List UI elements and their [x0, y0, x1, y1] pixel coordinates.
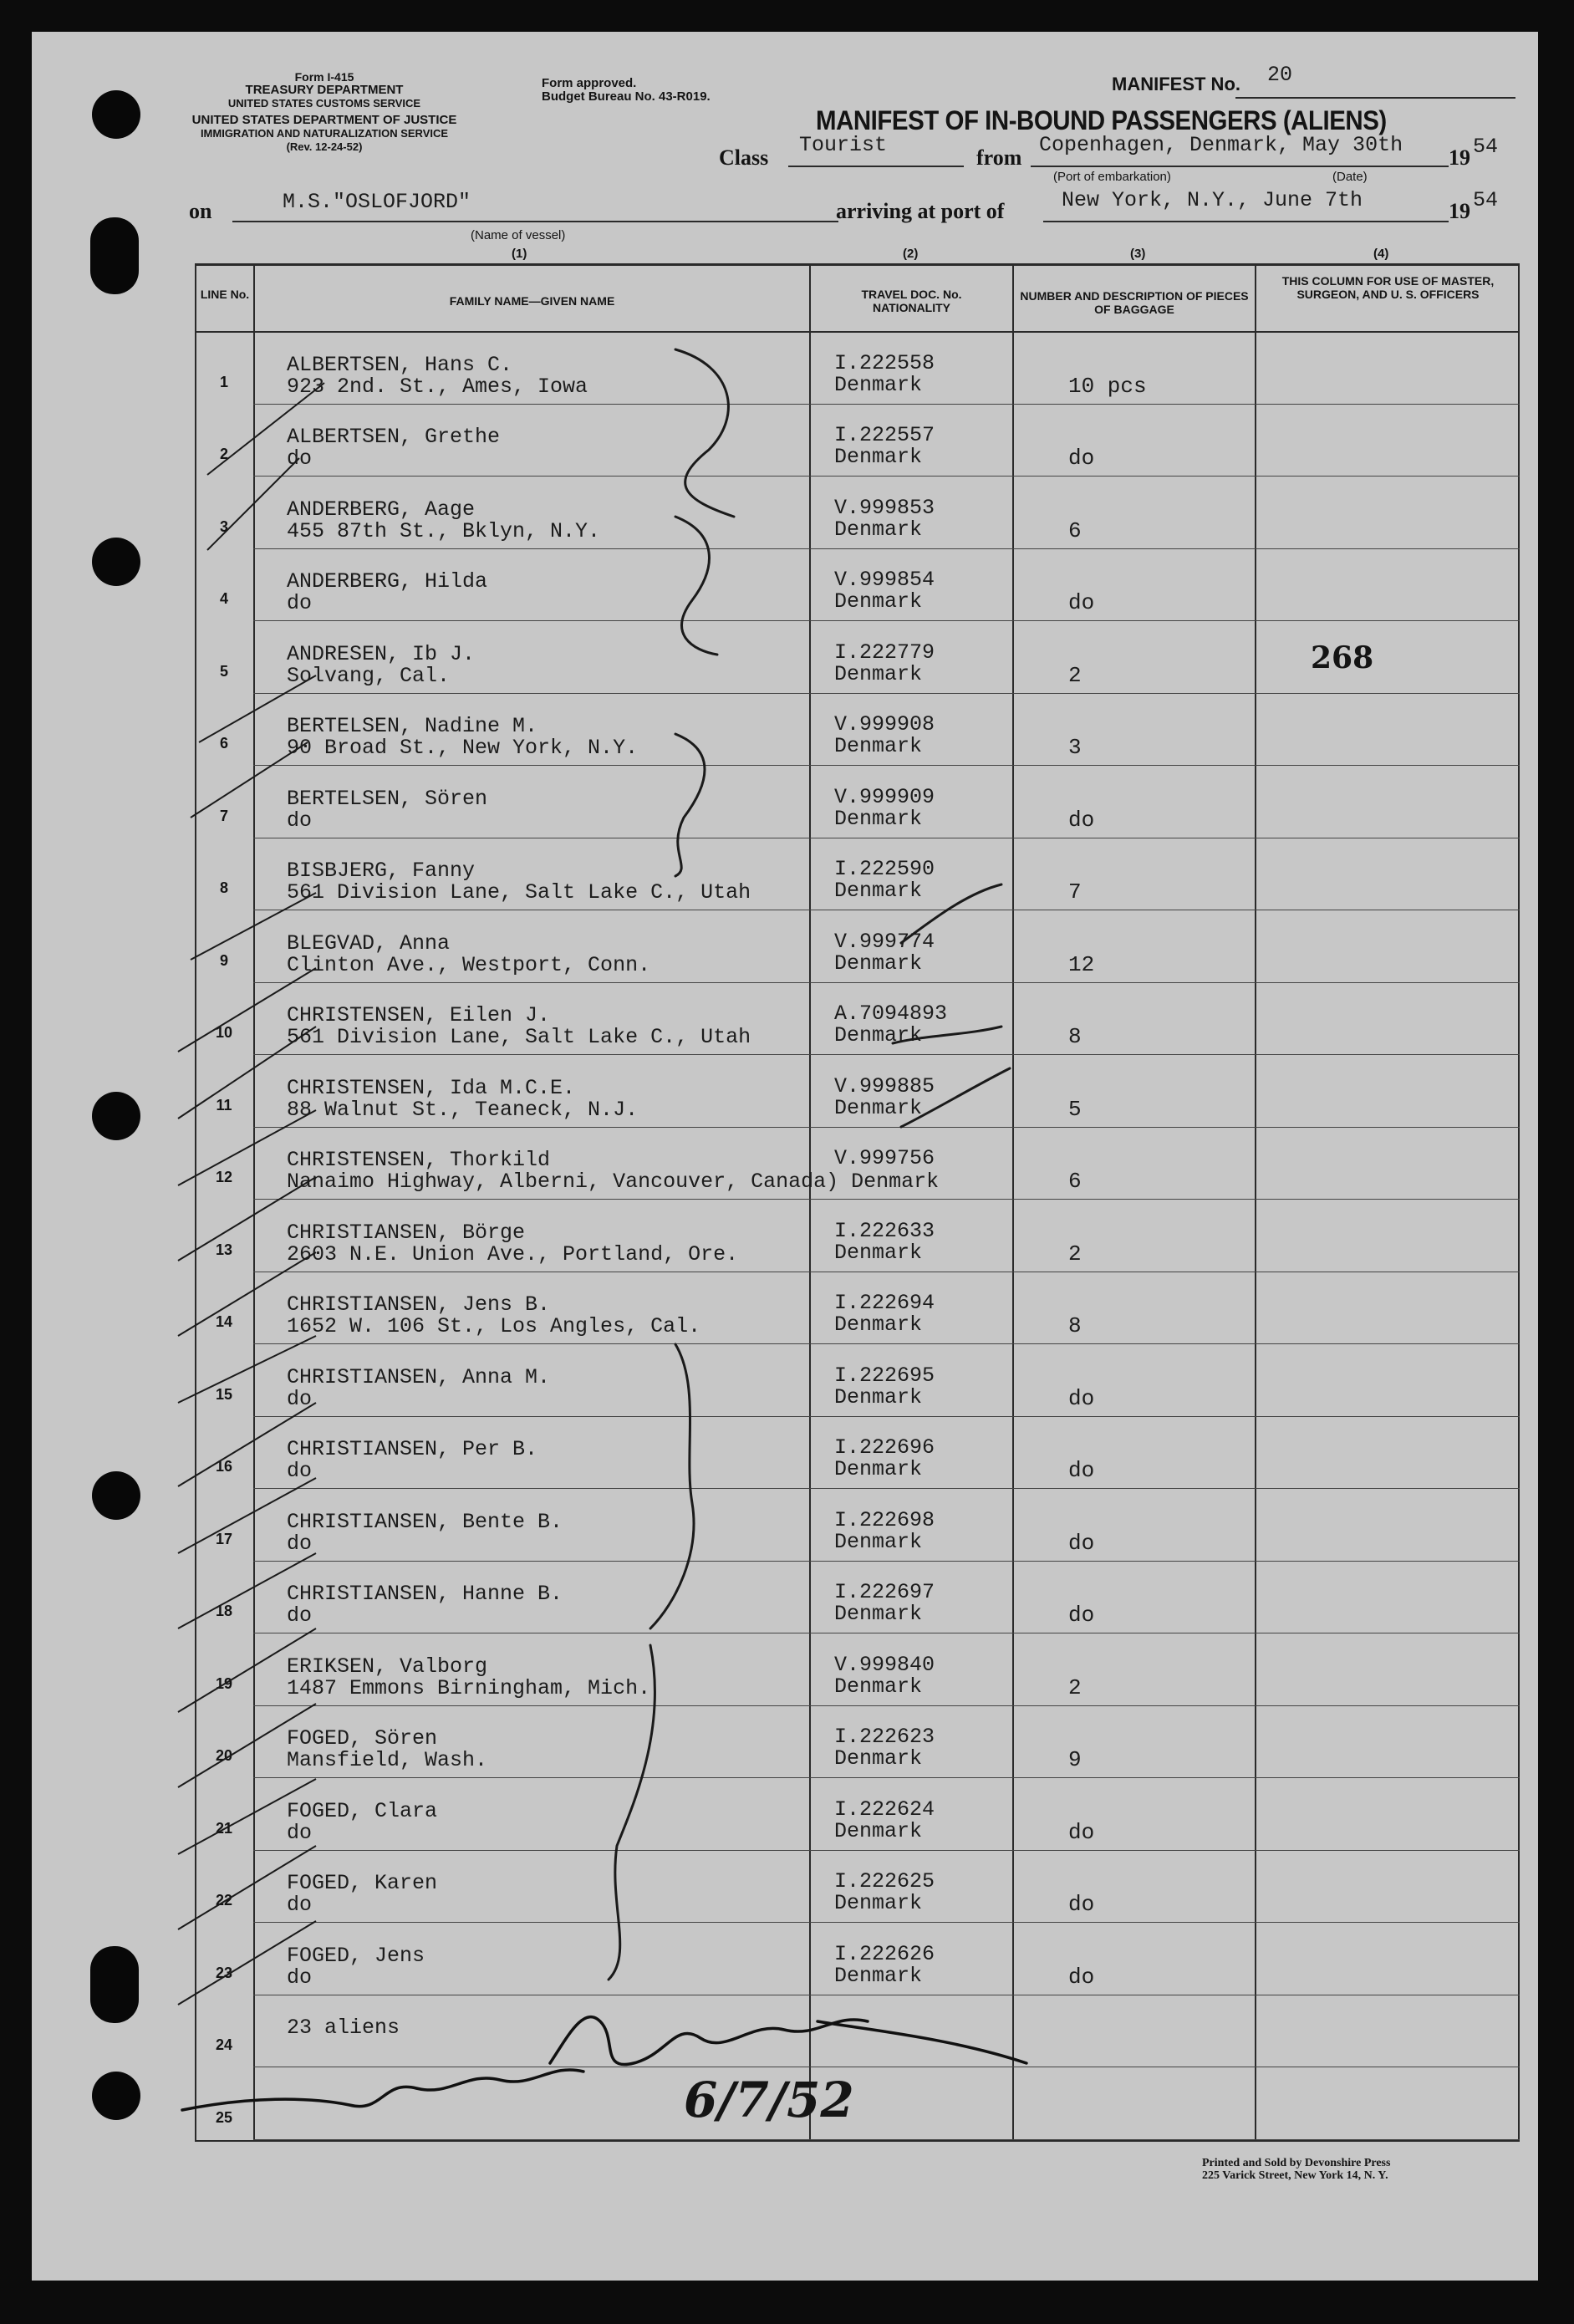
header-line-no: LINE No. — [200, 288, 250, 301]
nationality: Denmark — [834, 1963, 923, 1988]
passenger-name: BERTELSEN, Sören — [287, 786, 488, 811]
col-num-3: (3) — [1130, 247, 1146, 261]
line-number: 23 — [215, 1964, 233, 1981]
baggage-count: 6 — [1068, 517, 1082, 543]
check-16 — [178, 1704, 316, 1787]
manifest-sheet — [32, 32, 1538, 2281]
passenger-name: CHRISTENSEN, Thorkild — [287, 1148, 551, 1172]
nationality: Denmark — [834, 1384, 923, 1409]
vessel-name: M.S."OSLOFJORD" — [283, 190, 471, 214]
check-3 — [199, 675, 316, 742]
travel-doc-number: I.222695 — [834, 1363, 935, 1388]
passenger-address: 561 Division Lane, Salt Lake C., Utah — [287, 880, 751, 905]
baggage-count: 2 — [1068, 662, 1082, 688]
baggage-count: do — [1068, 1603, 1095, 1628]
manifest-label: MANIFEST No. — [1112, 74, 1240, 94]
nationality: Denmark — [834, 1095, 923, 1120]
signature-date: 6/7/52 — [684, 2072, 854, 2128]
baggage-count: 8 — [1068, 1024, 1082, 1049]
line-number: 13 — [215, 1241, 233, 1258]
ins: IMMIGRATION AND NATURALIZATION SERVICE — [200, 127, 449, 140]
passenger-name: ANDERBERG, Hilda — [287, 569, 488, 594]
nationality: Denmark — [834, 445, 923, 469]
signature-scribble — [182, 2017, 1026, 2110]
check-11 — [178, 1336, 316, 1403]
passenger-name: FOGED, Clara — [287, 1798, 438, 1823]
line-number: 5 — [219, 662, 228, 680]
passenger-address: do — [287, 446, 313, 471]
line-number: 21 — [215, 1819, 233, 1837]
year-1: 54 — [1473, 135, 1499, 159]
tick-stroke-2 — [901, 1068, 1010, 1127]
row-check-marks — [178, 383, 324, 2005]
baggage-count: 7 — [1068, 879, 1082, 905]
travel-doc-number: I.222590 — [834, 857, 935, 881]
baggage-count: do — [1068, 590, 1095, 615]
passenger-name: 23 aliens — [287, 2016, 400, 2040]
line-number: 17 — [215, 1530, 233, 1547]
travel-doc-number: V.999756 — [834, 1146, 935, 1170]
passenger-name: CHRISTIANSEN, Per B. — [287, 1437, 538, 1461]
passenger-address: 1487 Emmons Birningham, Mich. — [287, 1675, 651, 1700]
line-number: 14 — [215, 1313, 233, 1330]
nationality: Denmark — [834, 1602, 923, 1626]
passenger-name: ALBERTSEN, Grethe — [287, 425, 501, 449]
date-note: (Date) — [1332, 170, 1368, 184]
line-number: 24 — [215, 2036, 233, 2053]
col-num-2: (2) — [903, 247, 919, 261]
page-title: MANIFEST OF IN-BOUND PASSENGERS (ALIENS) — [816, 105, 1387, 135]
nationality: Denmark — [834, 1240, 923, 1265]
passenger-name: FOGED, Jens — [287, 1943, 425, 1968]
check-15 — [178, 1628, 316, 1712]
year-prefix-2: 19 — [1449, 199, 1470, 223]
passenger-address: 455 87th St., Bklyn, N.Y. — [287, 518, 601, 543]
budget-bureau: Budget Bureau No. 43-R019. — [542, 89, 711, 104]
bracket-stroke-5 — [609, 1645, 655, 1980]
line-number: 9 — [219, 951, 228, 969]
printer-line-1: Printed and Sold by Devonshire Press — [1202, 2157, 1391, 2169]
passenger-address: Nanaimo Highway, Alberni, Vancouver, Canada) Denmark — [287, 1170, 940, 1194]
line-number: 3 — [219, 517, 228, 535]
line-number: 18 — [215, 1603, 233, 1619]
passenger-address: do — [287, 1603, 313, 1628]
check-14 — [178, 1553, 316, 1628]
form-number: Form I-415 — [294, 70, 354, 84]
passenger-name: BERTELSEN, Nadine M. — [287, 714, 538, 738]
check-17 — [178, 1779, 316, 1854]
check-9 — [178, 1177, 316, 1261]
bracket-stroke-3 — [675, 734, 705, 876]
travel-doc-number: V.999854 — [834, 568, 935, 592]
passenger-name: FOGED, Sören — [287, 1726, 438, 1751]
passenger-address: do — [287, 1459, 313, 1483]
baggage-count: 9 — [1068, 1747, 1082, 1772]
check-12 — [178, 1403, 316, 1486]
nationality: Denmark — [834, 1818, 923, 1843]
passenger-name: BLEGVAD, Anna — [287, 930, 451, 956]
check-8 — [178, 1110, 316, 1185]
bracket-stroke-2 — [675, 517, 717, 655]
nationality: Denmark — [834, 734, 923, 758]
baggage-count: do — [1068, 1964, 1095, 1990]
line-number: 10 — [215, 1024, 233, 1041]
travel-doc-number: I.222558 — [834, 350, 935, 375]
check-10 — [178, 1252, 316, 1336]
tick-stroke-1 — [901, 884, 1001, 943]
form-rev: (Rev. 12-24-52) — [286, 140, 363, 153]
nationality: Denmark — [834, 950, 923, 976]
header-travel-doc: TRAVEL DOC. No. NATIONALITY — [861, 288, 962, 314]
passenger-address: 1652 W. 106 St., Los Angles, Cal. — [287, 1314, 701, 1338]
passenger-address: do — [287, 1820, 313, 1845]
passenger-name: ANDERBERG, Aage — [287, 497, 476, 522]
check-4 — [191, 742, 308, 818]
travel-doc-number: A.7094893 — [834, 1001, 948, 1026]
col-num-1: (1) — [512, 247, 527, 261]
travel-doc-number: V.999885 — [834, 1073, 935, 1098]
nationality: Denmark — [834, 1023, 923, 1047]
travel-doc-number: V.999774 — [834, 929, 935, 954]
baggage-count: 2 — [1068, 1241, 1082, 1266]
travel-doc-number: I.222633 — [834, 1218, 935, 1243]
line-number: 12 — [215, 1169, 233, 1185]
customs-service: UNITED STATES CUSTOMS SERVICE — [227, 97, 421, 110]
port-note: (Port of embarkation) — [1053, 170, 1171, 184]
passenger-address: do — [287, 1893, 313, 1917]
nationality: Denmark — [834, 1674, 923, 1699]
punch-hole — [92, 1471, 140, 1520]
travel-doc-number: V.999840 — [834, 1652, 935, 1677]
form-approved: Form approved. — [542, 76, 637, 90]
baggage-count: 3 — [1068, 735, 1082, 760]
tick-stroke-3 — [893, 1027, 1001, 1043]
line-number: 22 — [215, 1892, 233, 1909]
travel-doc-number: I.222698 — [834, 1507, 935, 1532]
officer-note: 268 — [1311, 640, 1374, 675]
travel-doc-number: I.222557 — [834, 423, 935, 447]
passenger-name: CHRISTIANSEN, Börge — [287, 1220, 526, 1245]
baggage-count: 8 — [1068, 1313, 1082, 1338]
line-number: 15 — [215, 1385, 233, 1403]
passenger-address: 2603 N.E. Union Ave., Portland, Ore. — [287, 1241, 739, 1266]
baggage-count: do — [1068, 1530, 1095, 1556]
nationality: Denmark — [834, 517, 923, 542]
passenger-address: 923 2nd. St., Ames, Iowa — [287, 374, 588, 399]
bracket-stroke-4 — [650, 1344, 694, 1628]
nationality: Denmark — [834, 661, 923, 686]
col-num-4: (4) — [1373, 247, 1389, 261]
check-7 — [178, 1027, 316, 1119]
travel-doc-number: I.222696 — [834, 1435, 935, 1460]
passenger-address: 88 Walnut St., Teaneck, N.J. — [287, 1097, 639, 1122]
class-label: Class — [719, 145, 769, 170]
punch-hole — [92, 90, 140, 139]
travel-doc-number: I.222694 — [834, 1291, 935, 1315]
line-number: 7 — [219, 807, 228, 824]
passenger-address: do — [287, 808, 313, 833]
check-2 — [207, 458, 299, 550]
treasury-dept: TREASURY DEPARTMENT — [245, 83, 404, 97]
passenger-address: do — [287, 1965, 313, 1990]
line-number: 16 — [215, 1458, 233, 1475]
baggage-count: 5 — [1068, 1096, 1082, 1122]
passenger-name: BISBJERG, Fanny — [287, 859, 476, 883]
travel-doc-number: V.999908 — [834, 712, 935, 736]
manifest-number: 20 — [1267, 63, 1293, 87]
travel-doc-number: I.222697 — [834, 1580, 935, 1604]
line-number: 8 — [219, 879, 228, 896]
nationality: Denmark — [834, 806, 923, 831]
passenger-address: 561 Division Lane, Salt Lake C., Utah — [287, 1025, 751, 1049]
baggage-count: 6 — [1068, 1169, 1082, 1194]
nationality: Denmark — [834, 589, 923, 614]
travel-doc-number: V.999909 — [834, 784, 935, 809]
handwritten-annotations — [32, 32, 1538, 2281]
passenger-address: Solvang, Cal. — [287, 663, 451, 688]
line-number: 2 — [219, 446, 228, 462]
passenger-name: CHRISTIANSEN, Bente B. — [287, 1509, 563, 1534]
baggage-count: do — [1068, 1819, 1095, 1845]
nationality: Denmark — [834, 1457, 923, 1481]
passenger-address: do — [287, 1386, 313, 1411]
nationality: Denmark — [834, 879, 923, 903]
passenger-name: ANDRESEN, Ib J. — [287, 641, 476, 666]
passenger-name: CHRISTIANSEN, Hanne B. — [287, 1582, 563, 1606]
check-1 — [207, 383, 324, 475]
travel-doc-number: V.999853 — [834, 495, 935, 520]
check-13 — [178, 1478, 316, 1553]
punch-hole — [92, 1092, 140, 1140]
passenger-name: ERIKSEN, Valborg — [287, 1654, 488, 1679]
baggage-count: do — [1068, 807, 1095, 833]
line-number: 25 — [215, 2108, 233, 2126]
header-baggage: NUMBER AND DESCRIPTION OF PIECES OF BAGGAGE — [1020, 289, 1249, 316]
justice-dept: UNITED STATES DEPARTMENT OF JUSTICE — [191, 113, 457, 127]
passenger-address: Clinton Ave., Westport, Conn. — [287, 952, 651, 977]
punch-slot — [90, 1946, 139, 2023]
check-6 — [178, 968, 316, 1052]
on-label: on — [189, 199, 212, 223]
line-number: 19 — [215, 1674, 233, 1692]
line-number: 6 — [219, 735, 228, 752]
printer-imprint — [1202, 2157, 1390, 2182]
header-name: FAMILY NAME—GIVEN NAME — [449, 294, 615, 308]
passenger-name: CHRISTENSEN, Eilen J. — [287, 1003, 551, 1027]
bracket-stroke-1 — [675, 349, 734, 517]
passenger-name: FOGED, Karen — [287, 1871, 438, 1895]
baggage-count: do — [1068, 1385, 1095, 1411]
passenger-address: do — [287, 1531, 313, 1556]
line-number: 11 — [216, 1096, 232, 1114]
check-18 — [178, 1846, 316, 1929]
travel-doc-number: I.222624 — [834, 1797, 935, 1822]
header-officers: THIS COLUMN FOR USE OF MASTER, SURGEON, AND U. S. OFFICERS — [1281, 274, 1495, 301]
nationality: Denmark — [834, 1746, 923, 1771]
travel-doc-number: I.222625 — [834, 1869, 935, 1893]
vessel-note: (Name of vessel) — [471, 228, 566, 242]
baggage-count: do — [1068, 446, 1095, 471]
baggage-count: do — [1068, 1458, 1095, 1483]
nationality: Denmark — [834, 1312, 923, 1337]
baggage-count: do — [1068, 1892, 1095, 1917]
arriving-label: arriving at port of — [836, 199, 1005, 223]
punch-slot — [90, 217, 139, 294]
passenger-name: ALBERTSEN, Hans C. — [287, 352, 513, 377]
line-number: 4 — [219, 590, 228, 607]
passenger-name: CHRISTIANSEN, Jens B. — [287, 1292, 551, 1317]
nationality: Denmark — [834, 1891, 923, 1915]
arrival-value: New York, N.Y., June 7th — [1062, 188, 1363, 212]
check-19 — [178, 1921, 316, 2005]
baggage-count: 2 — [1068, 1674, 1082, 1700]
nationality: Denmark — [834, 372, 923, 397]
line-number: 1 — [219, 373, 228, 390]
passenger-address: 90 Broad St., New York, N.Y. — [287, 736, 639, 760]
passenger-address: Mansfield, Wash. — [287, 1748, 488, 1772]
nationality: Denmark — [834, 1529, 923, 1554]
travel-doc-number: I.222626 — [834, 1941, 935, 1966]
year-2: 54 — [1473, 188, 1499, 212]
passenger-name: CHRISTENSEN, Ida M.C.E. — [287, 1075, 576, 1100]
line-number: 20 — [215, 1747, 233, 1764]
from-label: from — [976, 145, 1022, 170]
travel-doc-number: I.222779 — [834, 640, 935, 665]
passenger-name: CHRISTIANSEN, Anna M. — [287, 1364, 551, 1389]
travel-doc-number: I.222623 — [834, 1725, 935, 1749]
baggage-count: 12 — [1068, 951, 1095, 977]
class-value: Tourist — [799, 133, 888, 157]
check-5 — [191, 893, 316, 960]
year-prefix-1: 19 — [1449, 145, 1470, 170]
punch-hole — [92, 538, 140, 586]
printer-line-2: 225 Varick Street, New York 14, N. Y. — [1202, 2169, 1388, 2182]
punch-hole — [92, 2072, 140, 2120]
from-value: Copenhagen, Denmark, May 30th — [1039, 133, 1403, 157]
passenger-address: do — [287, 591, 313, 615]
baggage-count: 10 pcs — [1068, 373, 1147, 399]
